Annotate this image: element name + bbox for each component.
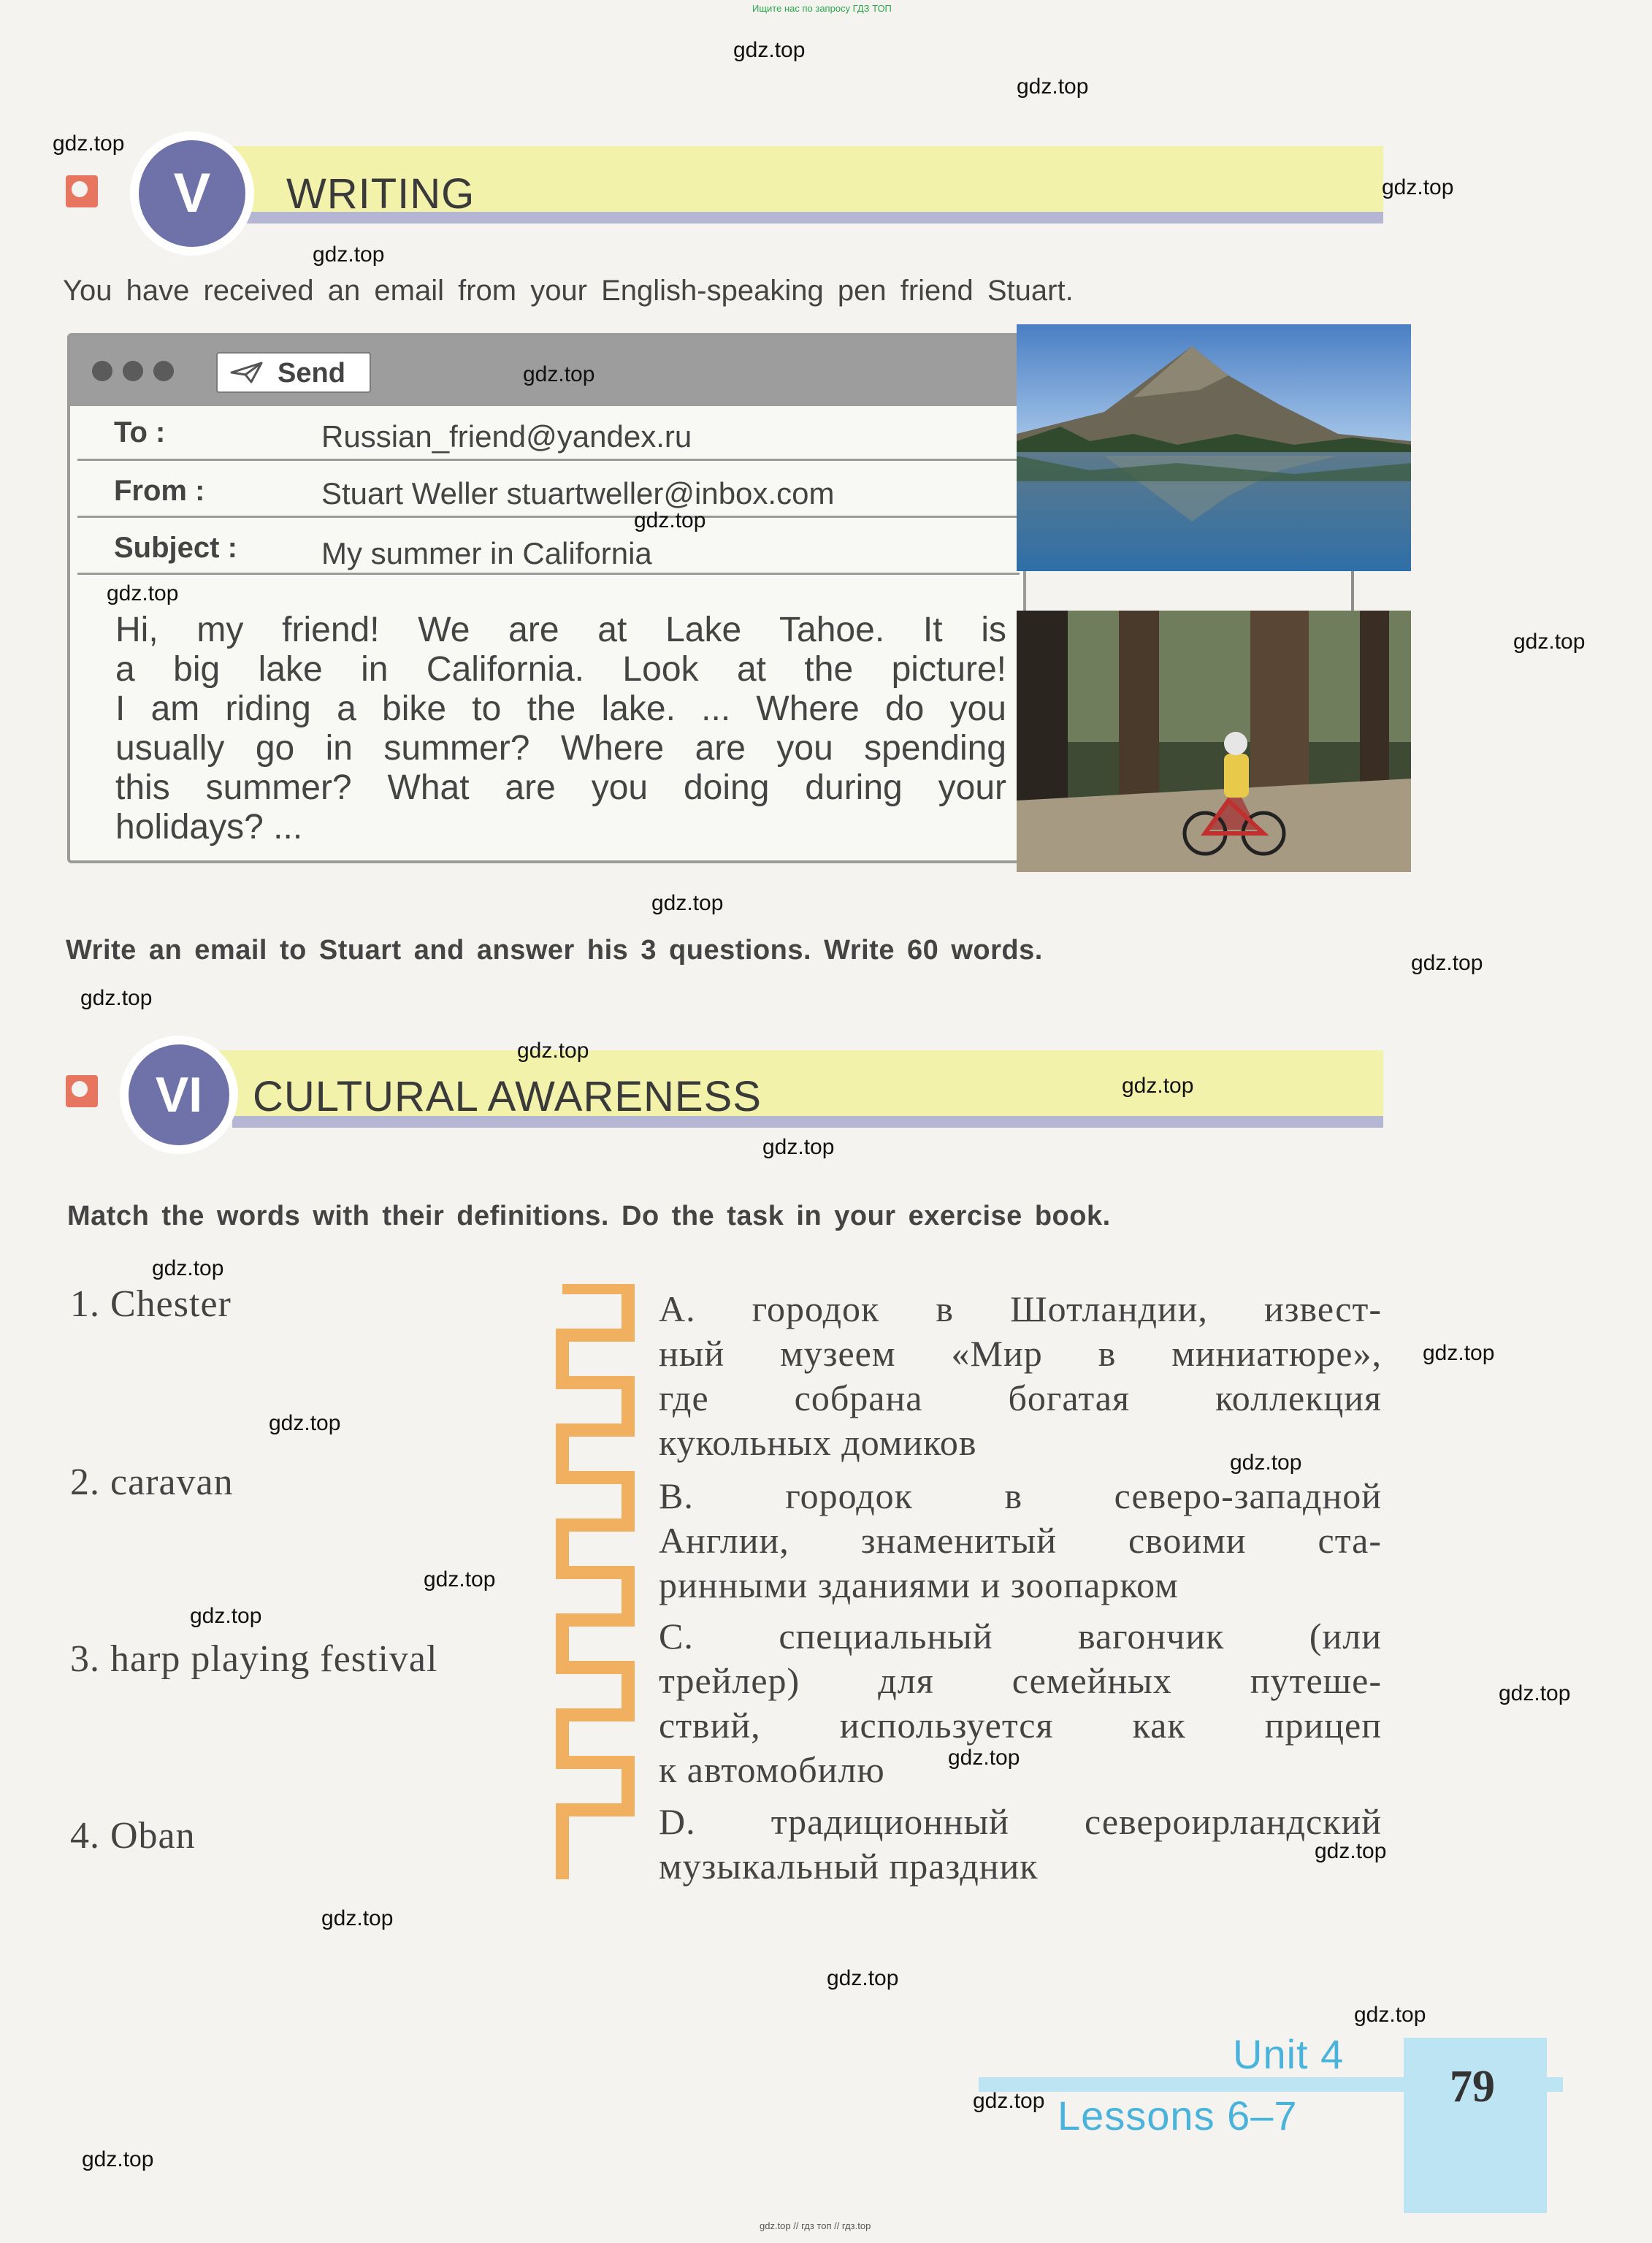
watermark: gdz.top [948, 1746, 1020, 1770]
email-body-line: usually go in summer? Where are you spending [115, 729, 1006, 768]
word-item: 3. harp playing festival [70, 1638, 438, 1680]
definition-line: Англии, знаменитый своими ста- [659, 1520, 1382, 1561]
from-label: From : [114, 475, 205, 507]
page-number: 79 [1450, 2062, 1495, 2112]
watermark: gdz.top [269, 1411, 341, 1435]
email-body-line: this summer? What are you doing during your [115, 768, 1006, 807]
watermark: gdz.top [80, 986, 153, 1010]
to-field: Russian_friend@yandex.ru [321, 419, 692, 454]
section-title: WRITING [286, 170, 475, 218]
watermark: gdz.top [762, 1135, 835, 1159]
send-label: Send [278, 358, 345, 389]
watermark: gdz.top [1382, 175, 1454, 199]
email-window [67, 333, 1026, 863]
writing-intro: You have received an email from your English-speaking pen friend Stuart. [63, 275, 1074, 307]
watermark: gdz.top [1354, 2003, 1426, 2027]
email-body-line: I am riding a bike to the lake. ... Where do you [115, 689, 1006, 728]
definition-line: к автомобилю [659, 1749, 885, 1790]
section-number-badge: V [139, 140, 245, 247]
word-item: 1. Chester [70, 1283, 232, 1325]
definition-line: C. специальный вагончик (или [659, 1616, 1382, 1657]
watermark: gdz.top [152, 1256, 224, 1280]
subject-field: My summer in California [321, 536, 652, 570]
definition-d [659, 1800, 1382, 1889]
writing-task: Write an email to Stuart and answer his 3 questions. Write 60 words. [66, 935, 1043, 966]
definition-line: трейлер) для семейных путеше- [659, 1660, 1382, 1701]
definition-line: B. городок в северо-западной [659, 1475, 1382, 1516]
divider [77, 573, 1020, 575]
watermark: gdz.top [313, 242, 385, 267]
section-number-badge: VI [129, 1044, 229, 1145]
definition-line: ствий, используется как прицеп [659, 1705, 1382, 1746]
from-field: Stuart Weller stuartweller@inbox.com [321, 476, 835, 511]
definition-b [659, 1474, 1382, 1608]
lake-tahoe-photo [1017, 324, 1411, 571]
watermark: gdz.top [1017, 74, 1089, 99]
divider [77, 459, 1020, 461]
email-body-line: a big lake in California. Look at the picture! [115, 650, 1006, 689]
definition-line: где собрана богатая коллекция [659, 1377, 1382, 1418]
watermark: gdz.top [733, 38, 806, 62]
definition-c [659, 1614, 1382, 1792]
definition-line: D. традиционный североирландский [659, 1801, 1382, 1842]
watermark: gdz.top [651, 891, 724, 915]
top-search-note: Ищите нас по запросу ГДЗ ТОП [752, 3, 892, 14]
definition-line: кукольных домиков [659, 1422, 977, 1463]
email-body-line: holidays? ... [115, 808, 303, 847]
definition-line: A. городок в Шотландии, извест- [659, 1288, 1382, 1329]
divider [77, 516, 1020, 518]
watermark: gdz.top [1499, 1681, 1571, 1705]
watermark: gdz.top [1513, 630, 1586, 654]
watermark: gdz.top [321, 1906, 394, 1930]
definition-line: музыкальный праздник [659, 1846, 1039, 1887]
watermark: gdz.top [1230, 1451, 1302, 1475]
watermark: gdz.top [1315, 1839, 1387, 1863]
watermark: gdz.top [53, 131, 125, 156]
watermark: gdz.top [523, 362, 595, 386]
send-button[interactable] [216, 352, 371, 393]
subject-label: Subject : [114, 532, 237, 564]
watermark: gdz.top [634, 508, 706, 532]
cultural-task: Match the words with their definitions. Do the task in your exercise book. [67, 1201, 1111, 1231]
word-item: 2. caravan [70, 1461, 234, 1503]
bottom-note: gdz.top // гдз топ // гдз.top [760, 2220, 871, 2231]
window-dot-icon [123, 361, 143, 381]
lessons-label: Lessons 6–7 [1058, 2093, 1298, 2139]
watermark: gdz.top [973, 2089, 1045, 2113]
watermark: gdz.top [107, 581, 179, 605]
definition-line: ный музеем «Мир в миниатюре», [659, 1333, 1382, 1374]
to-label: To : [114, 416, 166, 448]
section-title: CULTURAL AWARENESS [253, 1073, 762, 1120]
audio-icon[interactable] [66, 1075, 98, 1107]
email-body-line: Hi, my friend! We are at Lake Tahoe. It is [115, 611, 1006, 649]
bike-forest-photo [1017, 611, 1411, 872]
unit-label: Unit 4 [1233, 2031, 1345, 2077]
watermark: gdz.top [517, 1039, 589, 1063]
word-item: 4. Oban [70, 1815, 196, 1857]
photo-connector [1351, 571, 1354, 611]
watermark: gdz.top [190, 1604, 262, 1628]
watermark: gdz.top [1423, 1341, 1495, 1365]
definition-a [659, 1287, 1382, 1465]
window-dot-icon [153, 361, 174, 381]
paper-plane-icon [229, 361, 264, 384]
watermark: gdz.top [424, 1567, 496, 1592]
meander-ornament [555, 1284, 635, 1883]
watermark: gdz.top [1122, 1074, 1194, 1098]
window-dot-icon [92, 361, 112, 381]
email-body [115, 611, 1006, 847]
definition-line: ринными зданиями и зоопарком [659, 1564, 1179, 1605]
audio-icon[interactable] [66, 175, 98, 207]
watermark: gdz.top [82, 2147, 154, 2171]
watermark: gdz.top [827, 1966, 899, 1990]
watermark: gdz.top [1411, 951, 1483, 975]
